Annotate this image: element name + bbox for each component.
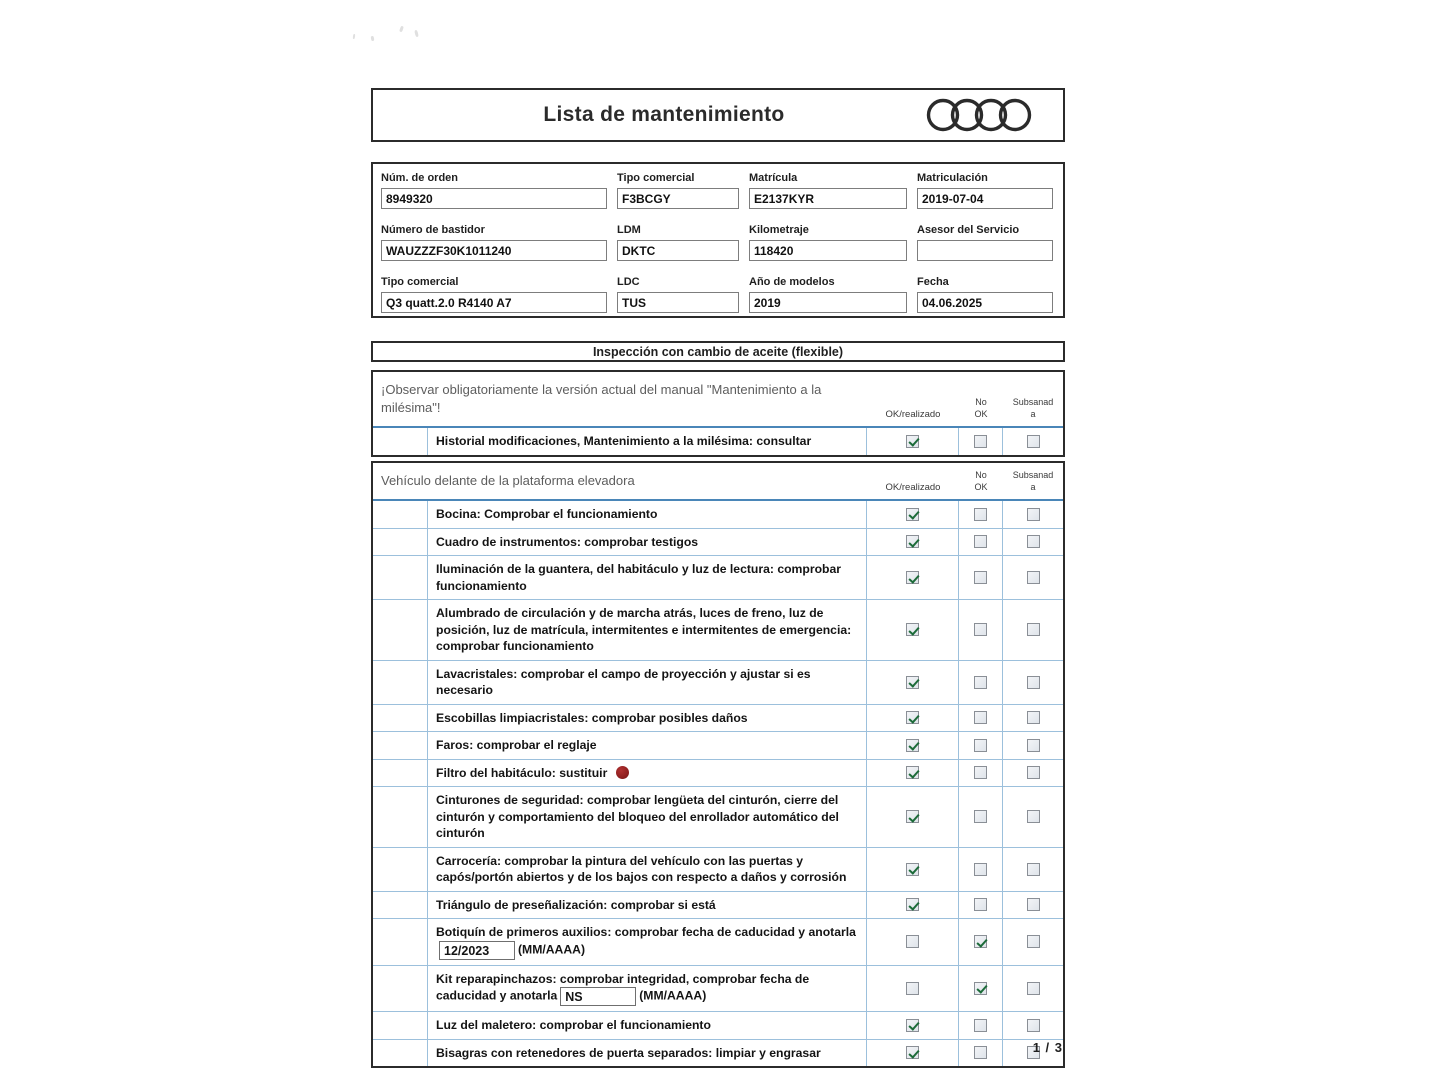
- checkbox-cell-subsanada[interactable]: [1003, 501, 1063, 528]
- checkbox-subsanada[interactable]: [1027, 571, 1040, 584]
- task-text-before-field: Kit reparapinchazos: comprobar integridad, comprobar fecha de caducidad y anotarla: [436, 971, 810, 1003]
- checkbox-cell-ok[interactable]: [867, 919, 959, 965]
- row-indent-cell: [373, 760, 428, 787]
- row-indent-cell: [373, 705, 428, 732]
- row-indent-cell: [373, 1012, 428, 1039]
- table-header-row: [373, 463, 1063, 501]
- task-text: Filtro del habitáculo: sustituir: [436, 765, 608, 780]
- numero-de-bastidor-input[interactable]: WAUZZZF30K1011240: [381, 240, 607, 261]
- checkbox-cell-no-ok[interactable]: [959, 1012, 1003, 1039]
- checkbox-cell-ok[interactable]: [867, 966, 959, 1012]
- checkbox-cell-no-ok[interactable]: [959, 501, 1003, 528]
- expiry-date-input[interactable]: NS: [560, 987, 636, 1006]
- document-header: [371, 88, 1065, 142]
- checkbox-subsanada[interactable]: [1027, 435, 1040, 448]
- checkbox-cell-no-ok[interactable]: [959, 428, 1003, 455]
- checkbox-cell-ok[interactable]: [867, 787, 959, 847]
- checkbox-subsanada[interactable]: [1027, 766, 1040, 779]
- checkbox-ok[interactable]: [906, 623, 919, 636]
- checkbox-ok[interactable]: [906, 535, 919, 548]
- task-text-before-field: Botiquín de primeros auxilios: comprobar fecha de caducidad y anotarla: [436, 925, 856, 939]
- ldm-input[interactable]: DKTC: [617, 240, 739, 261]
- task-text: Escobillas limpiacristales: comprobar posibles daños: [436, 710, 748, 725]
- table-row: [373, 705, 1063, 733]
- checkbox-cell-ok[interactable]: [867, 1012, 959, 1039]
- checkbox-no-ok[interactable]: [974, 982, 987, 995]
- task-label: [428, 732, 867, 759]
- checkbox-ok[interactable]: [906, 508, 919, 521]
- fecha-input[interactable]: 04.06.2025: [917, 292, 1053, 313]
- column-header-subsanada: Subsanad a: [1012, 397, 1054, 419]
- checkbox-cell-subsanada[interactable]: [1003, 529, 1063, 556]
- checkbox-cell-ok[interactable]: [867, 848, 959, 891]
- asesor-del-servicio-input[interactable]: [917, 240, 1053, 261]
- checkbox-cell-subsanada[interactable]: [1003, 556, 1063, 599]
- field-label: Tipo comercial: [617, 172, 695, 184]
- checkbox-cell-ok[interactable]: [867, 732, 959, 759]
- field-tipo-comercial-code: [617, 171, 749, 223]
- field-matricula: [749, 171, 917, 223]
- checkbox-subsanada[interactable]: [1027, 535, 1040, 548]
- checkbox-cell-no-ok[interactable]: [959, 529, 1003, 556]
- row-indent-cell: [373, 501, 428, 528]
- task-label: [428, 661, 867, 704]
- table-header-row: [373, 372, 1063, 428]
- row-indent-cell: [373, 732, 428, 759]
- task-text: Faros: comprobar el reglaje: [436, 738, 597, 752]
- checkbox-cell-subsanada[interactable]: [1003, 1012, 1063, 1039]
- checkbox-no-ok[interactable]: [974, 1019, 987, 1032]
- table-row: [373, 529, 1063, 557]
- checkbox-cell-no-ok[interactable]: [959, 600, 1003, 660]
- page-number: 1 / 3: [1032, 1040, 1063, 1055]
- checkbox-subsanada[interactable]: [1027, 739, 1040, 752]
- checkbox-ok[interactable]: [906, 711, 919, 724]
- task-text: Iluminación de la guantera, del habitáculo y luz de lectura: comprobar funcionamiento: [436, 562, 841, 593]
- field-ldc: [617, 275, 749, 327]
- checkbox-cell-ok[interactable]: [867, 661, 959, 704]
- checkbox-ok[interactable]: [906, 676, 919, 689]
- column-header-ok: OK/realizado: [885, 481, 941, 493]
- page-title: Lista de mantenimiento: [543, 103, 785, 126]
- row-indent-cell: [373, 919, 428, 965]
- checkbox-cell-no-ok[interactable]: [959, 732, 1003, 759]
- column-header-no-ok: No OK: [974, 470, 988, 492]
- task-text-after-field: (MM/AAAA): [639, 988, 707, 1003]
- checkbox-cell-no-ok[interactable]: [959, 966, 1003, 1012]
- table-row: [373, 600, 1063, 661]
- num-de-orden-input[interactable]: 8949320: [381, 188, 607, 209]
- checkbox-no-ok[interactable]: [974, 898, 987, 911]
- checkbox-cell-ok[interactable]: [867, 428, 959, 455]
- field-label: Núm. de orden: [381, 172, 459, 184]
- checkbox-no-ok[interactable]: [974, 739, 987, 752]
- column-header-ok: OK/realizado: [885, 408, 941, 420]
- matricula-input[interactable]: E2137KYR: [749, 188, 907, 209]
- checkbox-ok[interactable]: [906, 810, 919, 823]
- checkbox-ok[interactable]: [906, 935, 919, 948]
- vehicle-data-row: [381, 223, 1055, 275]
- checkbox-cell-subsanada[interactable]: [1003, 919, 1063, 965]
- table-row: [373, 501, 1063, 529]
- checkbox-ok[interactable]: [906, 766, 919, 779]
- checkbox-cell-ok[interactable]: [867, 556, 959, 599]
- row-indent-cell: [373, 556, 428, 599]
- table-row: [373, 556, 1063, 600]
- checkbox-subsanada[interactable]: [1027, 508, 1040, 521]
- field-label: Matriculación: [917, 172, 988, 184]
- vehicle-data-row: [381, 171, 1055, 223]
- checkbox-cell-ok[interactable]: [867, 705, 959, 732]
- field-tipo-comercial-model: [381, 275, 617, 327]
- checkbox-subsanada[interactable]: [1027, 676, 1040, 689]
- table-row: [373, 966, 1063, 1013]
- task-text: Triángulo de preseñalización: comprobar si está: [436, 897, 716, 912]
- checkbox-ok[interactable]: [906, 739, 919, 752]
- field-numero-de-bastidor: [381, 223, 617, 275]
- table-row: [373, 848, 1063, 892]
- table-row: [373, 732, 1063, 760]
- checkbox-ok[interactable]: [906, 435, 919, 448]
- field-ldm: [617, 223, 749, 275]
- field-fecha: [917, 275, 1057, 327]
- checkbox-cell-no-ok[interactable]: [959, 848, 1003, 891]
- checkbox-ok[interactable]: [906, 982, 919, 995]
- vehicle-data-grid: [371, 162, 1065, 318]
- field-label: LDC: [617, 276, 640, 288]
- checkbox-cell-ok[interactable]: [867, 529, 959, 556]
- task-text: Bocina: Comprobar el funcionamiento: [436, 507, 658, 521]
- checkbox-no-ok[interactable]: [974, 435, 987, 448]
- task-label: [428, 892, 867, 919]
- checkbox-cell-ok[interactable]: [867, 501, 959, 528]
- field-label: Asesor del Servicio: [917, 224, 1020, 236]
- table-row: [373, 428, 1063, 455]
- checkbox-ok[interactable]: [906, 898, 919, 911]
- row-indent-cell: [373, 892, 428, 919]
- checkbox-cell-no-ok[interactable]: [959, 760, 1003, 787]
- field-label: Matrícula: [749, 172, 798, 184]
- checkbox-no-ok[interactable]: [974, 711, 987, 724]
- row-indent-cell: [373, 787, 428, 847]
- field-kilometraje: [749, 223, 917, 275]
- checkbox-cell-no-ok[interactable]: [959, 661, 1003, 704]
- column-header-no-ok: No OK: [974, 397, 988, 419]
- checkbox-ok[interactable]: [906, 1019, 919, 1032]
- checkbox-no-ok[interactable]: [974, 676, 987, 689]
- task-label: [428, 966, 867, 1012]
- task-text-after-field: (MM/AAAA): [518, 942, 586, 957]
- checkbox-subsanada[interactable]: [1027, 898, 1040, 911]
- checkbox-cell-no-ok[interactable]: [959, 787, 1003, 847]
- checkbox-subsanada[interactable]: [1027, 863, 1040, 876]
- field-label: Tipo comercial: [381, 276, 459, 288]
- audi-rings-logo-icon: [915, 98, 1063, 132]
- task-label: [428, 919, 867, 965]
- inspection-type-banner: [371, 341, 1065, 362]
- kilometraje-input[interactable]: 118420: [749, 240, 907, 261]
- field-label: Año de modelos: [749, 276, 835, 288]
- checkbox-ok[interactable]: [906, 571, 919, 584]
- table-row: [373, 892, 1063, 920]
- checkbox-subsanada[interactable]: [1027, 982, 1040, 995]
- tipo-comercial-model-input[interactable]: Q3 quatt.2.0 R4140 A7: [381, 292, 607, 313]
- checkbox-cell-no-ok[interactable]: [959, 919, 1003, 965]
- task-text: Cinturones de seguridad: comprobar lengüeta del cinturón, cierre del cinturón y comportamiento del bloqueo del enrollador automático del cinturón: [436, 793, 839, 840]
- field-label: LDM: [617, 224, 641, 236]
- checkbox-no-ok[interactable]: [974, 535, 987, 548]
- field-matriculacion: [917, 171, 1057, 223]
- task-text: Cuadro de instrumentos: comprobar testigos: [436, 534, 699, 549]
- checkbox-cell-subsanada[interactable]: [1003, 892, 1063, 919]
- task-text: Luz del maletero: comprobar el funcionamiento: [436, 1018, 711, 1032]
- checkbox-no-ok[interactable]: [974, 508, 987, 521]
- row-indent-cell: [373, 661, 428, 704]
- checkbox-cell-subsanada[interactable]: [1003, 787, 1063, 847]
- field-label: Kilometraje: [749, 224, 809, 236]
- checkbox-subsanada[interactable]: [1027, 810, 1040, 823]
- column-header-subsanada: Subsanad a: [1012, 470, 1054, 492]
- section-title: ¡Observar obligatoriamente la versión actual del manual "Mantenimiento a la milésima"!: [381, 382, 822, 415]
- matriculacion-input[interactable]: 2019-07-04: [917, 188, 1053, 209]
- task-label: [428, 600, 867, 660]
- row-indent-cell: [373, 600, 428, 660]
- table-row: [373, 919, 1063, 966]
- row-indent-cell: [373, 848, 428, 891]
- checkbox-subsanada[interactable]: [1027, 623, 1040, 636]
- checkbox-no-ok[interactable]: [974, 863, 987, 876]
- checkbox-subsanada[interactable]: [1027, 1019, 1040, 1032]
- task-label: [428, 760, 867, 787]
- row-indent-cell: [373, 966, 428, 1012]
- table-row: [373, 1012, 1063, 1040]
- checklist-table-manual-notice: [371, 370, 1065, 457]
- task-label: [428, 556, 867, 599]
- field-ano-de-modelos: [749, 275, 917, 327]
- checkbox-subsanada[interactable]: [1027, 711, 1040, 724]
- checkbox-no-ok[interactable]: [974, 766, 987, 779]
- checkbox-cell-ok[interactable]: [867, 760, 959, 787]
- checkbox-no-ok[interactable]: [974, 810, 987, 823]
- checkbox-cell-no-ok[interactable]: [959, 892, 1003, 919]
- checklist-table-vehicle-front-of-lift: [371, 461, 1065, 1068]
- vehicle-data-row: [381, 275, 1055, 327]
- checkbox-no-ok[interactable]: [974, 571, 987, 584]
- field-num-de-orden: [381, 171, 617, 223]
- document-page: [371, 0, 1067, 1080]
- task-text: Alumbrado de circulación y de marcha atrás, luces de freno, luz de posición, luz de matrícula, intermitentes e intermitentes de emergencia: comprobar funcionamiento: [436, 606, 852, 653]
- ano-de-modelos-input[interactable]: 2019: [749, 292, 907, 313]
- red-dot-marker-icon: [616, 766, 629, 779]
- checkbox-cell-no-ok[interactable]: [959, 556, 1003, 599]
- task-label: [428, 1012, 867, 1039]
- checkbox-cell-ok[interactable]: [867, 600, 959, 660]
- task-label: [428, 501, 867, 528]
- checkbox-cell-no-ok[interactable]: [959, 705, 1003, 732]
- checkbox-cell-subsanada[interactable]: [1003, 705, 1063, 732]
- checkbox-no-ok[interactable]: [974, 935, 987, 948]
- table-row: [373, 787, 1063, 848]
- task-text: Carrocería: comprobar la pintura del vehículo con las puertas y capós/portón abiertos y de los bajos con respecto a daños y corrosión: [436, 853, 847, 884]
- checkbox-cell-subsanada[interactable]: [1003, 760, 1063, 787]
- checkbox-cell-subsanada[interactable]: [1003, 600, 1063, 660]
- task-label: Historial modificaciones, Mantenimiento a la milésima: consultar: [428, 428, 867, 455]
- inspection-type-label: Inspección con cambio de aceite (flexible): [592, 344, 844, 359]
- field-label: Fecha: [917, 276, 949, 288]
- task-label: [428, 529, 867, 556]
- field-asesor-del-servicio: [917, 223, 1057, 275]
- table-row: [373, 661, 1063, 705]
- checkbox-subsanada[interactable]: [1027, 935, 1040, 948]
- section-title: Vehículo delante de la plataforma elevadora: [381, 473, 635, 488]
- row-indent-cell: [373, 529, 428, 556]
- task-text: Bisagras con retenedores de puerta separados: limpiar y engrasar: [436, 1045, 821, 1060]
- ldc-input[interactable]: TUS: [617, 292, 739, 313]
- table-row: [373, 760, 1063, 788]
- field-label: Número de bastidor: [381, 224, 485, 236]
- checkbox-ok[interactable]: [906, 863, 919, 876]
- expiry-date-input[interactable]: 12/2023: [439, 941, 515, 960]
- checkbox-cell-ok[interactable]: [867, 892, 959, 919]
- task-text: Lavacristales: comprobar el campo de proyección y ajustar si es necesario: [436, 666, 811, 697]
- task-label: [428, 705, 867, 732]
- task-label: [428, 848, 867, 891]
- checkbox-no-ok[interactable]: [974, 623, 987, 636]
- checkbox-cell-subsanada[interactable]: [1003, 848, 1063, 891]
- checkbox-cell-subsanada[interactable]: [1003, 428, 1063, 455]
- checkbox-cell-subsanada[interactable]: [1003, 661, 1063, 704]
- task-label: [428, 787, 867, 847]
- tipo-comercial-code-input[interactable]: F3BCGY: [617, 188, 739, 209]
- checkbox-cell-subsanada[interactable]: [1003, 732, 1063, 759]
- row-indent-cell: [373, 428, 428, 455]
- checkbox-cell-subsanada[interactable]: [1003, 966, 1063, 1012]
